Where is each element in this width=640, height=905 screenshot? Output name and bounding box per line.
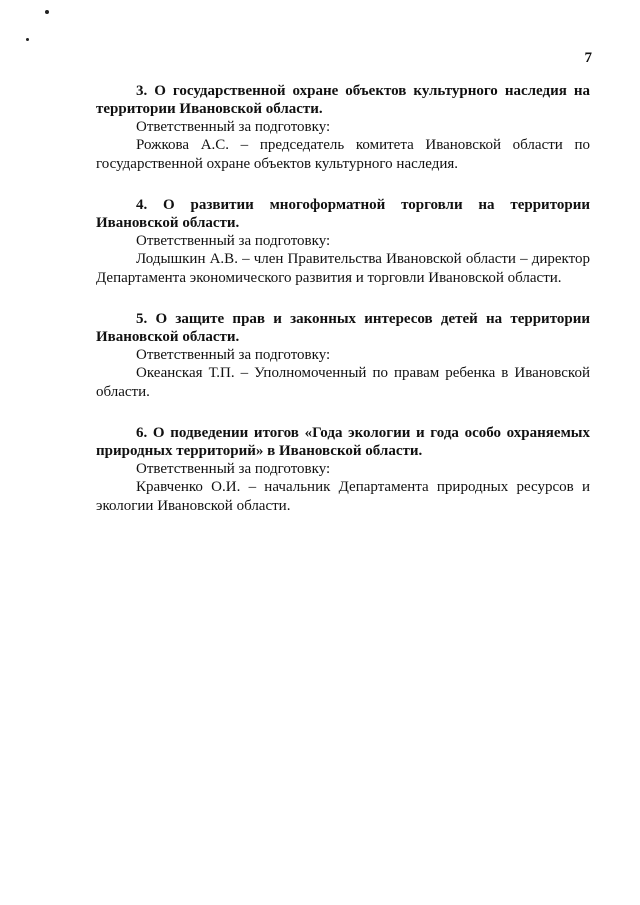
responsible-person: Кравченко О.И. – начальник Департамента природных ресурсов и экологии Ивановской области. xyxy=(96,479,590,514)
responsible-person: Рожкова А.С. – председатель комитета Ивановской области по государственной охране объектов культурного наследия. xyxy=(96,137,590,172)
scan-speck xyxy=(45,10,49,14)
agenda-item-heading: 3. О государственной охране объектов культурного наследия на территории Ивановской области. xyxy=(96,83,590,117)
agenda-item-4 xyxy=(96,196,590,288)
agenda-item-heading: 5. О защите прав и законных интересов детей на территории Ивановской области. xyxy=(96,311,590,345)
agenda-item-3 xyxy=(96,82,590,174)
scan-speck xyxy=(26,38,29,41)
page-number: 7 xyxy=(584,50,592,66)
responsible-person: Лодышкин А.В. – член Правительства Ивановской области – директор Департамента экономического развития и торговли Ивановской области. xyxy=(96,251,590,286)
responsible-label: Ответственный за подготовку: xyxy=(136,347,331,363)
agenda-item-heading: 4. О развитии многоформатной торговли на территории Ивановской области. xyxy=(96,197,590,231)
agenda-item-6 xyxy=(96,424,590,516)
agenda-item-5 xyxy=(96,310,590,402)
agenda-item-heading: 6. О подведении итогов «Года экологии и года особо охраняемых природных территорий» в Ивановской области. xyxy=(96,425,590,459)
document-body xyxy=(96,82,590,538)
responsible-label: Ответственный за подготовку: xyxy=(136,233,331,249)
responsible-label: Ответственный за подготовку: xyxy=(136,461,331,477)
responsible-person: Океанская Т.П. – Уполномоченный по правам ребенка в Ивановской области. xyxy=(96,365,590,400)
responsible-label: Ответственный за подготовку: xyxy=(136,119,331,135)
